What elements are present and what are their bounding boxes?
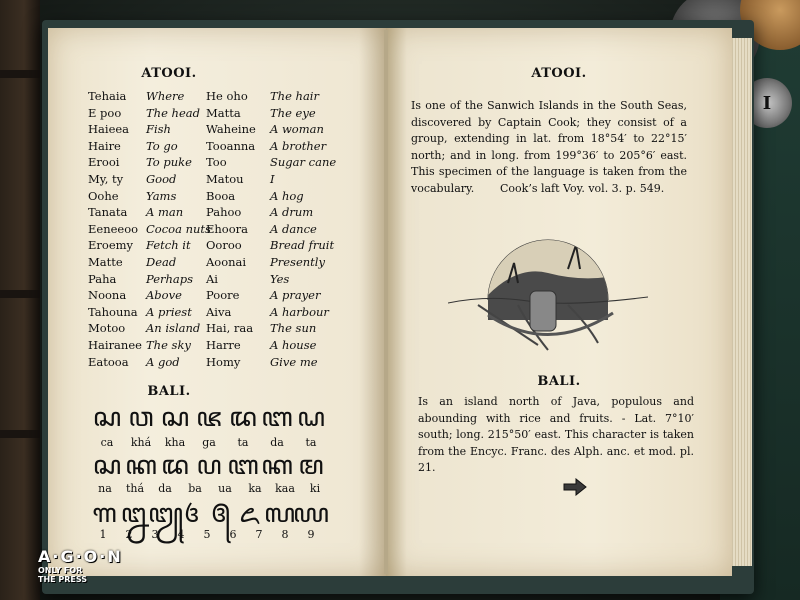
bali-numeral-glyph: ꧓: [148, 499, 184, 529]
bali-glyph: ꦝ: [297, 403, 325, 433]
vocab-meaning: Sugar cane: [270, 155, 337, 170]
vocab-meaning: A brother: [270, 138, 327, 153]
bali-syllable: ua: [218, 482, 232, 495]
bali-glyph: ꦧ: [261, 403, 293, 433]
arrow-right-icon[interactable]: [562, 478, 588, 496]
vocab-meaning: The hair: [270, 89, 319, 103]
vocab-meaning: The head: [146, 105, 200, 120]
bali-glyph: ꦏ: [125, 451, 157, 481]
vocab-word: Pahoo: [206, 205, 242, 220]
bali-syllable: ki: [309, 482, 321, 495]
bali-glyph: ꦗ: [196, 403, 222, 433]
vocab-word: Poore: [206, 288, 240, 303]
vocab-word: Tooanna: [206, 138, 256, 153]
bali-script-row-1: [90, 404, 328, 432]
bali-numeral-glyph: ꧑: [92, 499, 117, 529]
bali-glyph: ꦥ: [196, 451, 222, 481]
bali-digit: 2: [125, 528, 133, 541]
bali-numeral-glyph: ꧒: [120, 499, 147, 529]
bali-syllable: ba: [188, 482, 202, 495]
vocab-word: Ooroo: [206, 238, 242, 253]
bali-script-row-2: [90, 452, 328, 480]
vocab-meaning: Above: [146, 288, 182, 303]
bali-digit: 6: [229, 528, 237, 541]
page-edges: [730, 38, 752, 566]
vocab-word: Too: [206, 155, 227, 170]
vocab-word: Aoonai: [206, 254, 247, 269]
bali-syllables-row-1: [90, 436, 328, 449]
vocab-meaning: I: [270, 171, 275, 186]
vocab-meaning: Presently: [270, 254, 325, 269]
bali-numeral-glyph: ꧔: [183, 499, 200, 529]
bali-glyph: ꦢ: [229, 403, 257, 433]
bali-syllables-row-2: [90, 482, 330, 495]
vocab-meaning: A god: [146, 354, 180, 369]
agon-press-logo: [38, 547, 123, 597]
vocab-word: Matte: [88, 254, 123, 269]
right-bali-title: BALI.: [537, 374, 581, 389]
bali-digit: 9: [307, 528, 315, 541]
vocab-meaning: The sun: [270, 321, 317, 336]
vocab-meaning: Where: [146, 89, 185, 103]
bali-glyph: ꦱ: [92, 451, 122, 481]
logo-tagline-1: ONLY FOR: [38, 566, 83, 575]
vocab-meaning: A dance: [270, 221, 317, 236]
vocab-meaning: Fish: [146, 122, 171, 137]
bali-numeral-glyph: ꧙: [293, 499, 329, 529]
vocab-meaning: Bread fruit: [270, 238, 335, 253]
bali-glyph: ꦱ: [92, 403, 122, 433]
vocab-word: Tahouna: [88, 304, 138, 319]
vocab-word: Erooi: [88, 155, 120, 170]
vocab-word: Hairanee: [88, 337, 142, 352]
vocab-word: He oho: [206, 89, 248, 103]
bali-syllable: ca: [100, 436, 114, 449]
bali-numeral-glyphs: [90, 499, 329, 529]
vocab-meaning: Good: [146, 171, 177, 186]
vocab-word: Motoo: [88, 321, 126, 336]
bali-syllable: da: [158, 482, 172, 495]
bali-syllable: ka: [248, 482, 262, 495]
bookshelf: [0, 0, 40, 600]
bali-syllable: ta: [305, 436, 317, 449]
vocab-word: Haire: [88, 138, 121, 153]
bali-digit: 8: [281, 528, 289, 541]
vocab-meaning: Cocoa nuts: [146, 221, 211, 236]
bali-digit: 4: [177, 528, 185, 541]
vocab-word: Matta: [206, 105, 241, 120]
bali-syllable: da: [270, 436, 284, 449]
vocab-word: Harre: [206, 337, 241, 352]
vocab-meaning: An island: [146, 321, 201, 336]
bali-digit: 3: [151, 528, 159, 541]
left-bali-title: BALI.: [147, 384, 191, 399]
vocab-meaning: Give me: [270, 354, 318, 369]
vocab-meaning: Dead: [146, 254, 177, 269]
atooi-description: Is one of the Sanwich Islands in the South Seas, discovered by Captain Cook; they consist of a group, extending in lat. from 18°54′ to 22°15′ north; and in long. from 199°36′ to 205°6′ east. This specimen of the language is taken from the vocabulary.: [411, 99, 687, 195]
vocab-word: Booa: [206, 188, 236, 203]
book-gutter: [384, 30, 388, 574]
vocab-meaning: A harbour: [270, 304, 329, 319]
vocab-meaning: A prayer: [270, 288, 321, 303]
vocab-meaning: A woman: [270, 122, 324, 137]
vocab-word: Tehaia: [88, 89, 127, 103]
vocab-word: Hai, raa: [206, 321, 254, 336]
vocab-word: Eroemy: [88, 238, 134, 253]
bali-numeral-glyph: ꧗: [264, 499, 296, 529]
vocab-word: Ai: [206, 271, 218, 286]
bali-numeral-glyph: ꧖: [239, 499, 260, 529]
bali-syllable: kaa: [275, 482, 295, 495]
bali-syllable: khá: [130, 436, 152, 449]
bali-digit: 7: [255, 528, 263, 541]
bali-glyph: ꦱ: [160, 403, 190, 433]
bali-description: Is an island north of Java, populous and abounding with rice and fruits. - Lat. 7°10′ south; long. 215°50′ east. This character is taken from the Encyc. Franc. des Alph. anc. et mod. pl. 21.: [418, 395, 694, 474]
vocab-word: Aiva: [206, 304, 232, 319]
vocabulary-table: [88, 88, 378, 370]
vocab-word: Eeneeoo: [88, 221, 139, 236]
vocab-meaning: A house: [270, 337, 317, 352]
bali-glyph: ꦧ: [227, 451, 259, 481]
island-engraving: [448, 225, 648, 355]
logo-brand: A·G·O·N: [38, 547, 123, 566]
atooi-citation: Cook’s laft Voy. vol. 3. p. 549.: [500, 182, 665, 195]
bali-syllable: ta: [237, 436, 249, 449]
bali-digit: 1: [99, 528, 107, 541]
bali-glyph: ꦢ: [161, 451, 189, 481]
bali-digit: 5: [203, 528, 211, 541]
vocab-meaning: A drum: [270, 205, 314, 220]
vocab-word: Oohe: [88, 188, 119, 203]
left-page-title: ATOOI.: [141, 66, 197, 81]
vocab-meaning: A hog: [270, 188, 304, 203]
vocab-word: Ehoora: [206, 221, 249, 236]
bali-glyph: ꦩ: [298, 451, 324, 481]
bali-glyph: ꦮ: [128, 403, 154, 433]
vocab-word: E poo: [88, 105, 122, 120]
vocab-meaning: Yes: [270, 271, 290, 286]
vocab-word: Haieea: [88, 122, 130, 137]
bali-syllable: thá: [125, 482, 145, 495]
vocab-meaning: A priest: [146, 304, 192, 319]
vocab-meaning: To go: [146, 138, 178, 153]
vocab-meaning: Yams: [146, 188, 177, 203]
vocab-meaning: To puke: [146, 155, 192, 170]
inventory-knob[interactable]: I: [742, 78, 792, 128]
vocab-word: Eatooa: [88, 354, 129, 369]
logo-tagline-2: THE PRESS: [38, 575, 88, 584]
vocab-word: Homy: [206, 354, 241, 369]
right-page-title: ATOOI.: [531, 66, 587, 81]
vocab-word: Noona: [88, 288, 127, 303]
vocab-meaning: The sky: [146, 337, 191, 352]
bali-glyph: ꦏ: [261, 451, 293, 481]
bali-numeral-digits: [90, 528, 324, 541]
vocab-meaning: A man: [146, 205, 184, 220]
vocab-meaning: The eye: [270, 105, 316, 120]
vocab-word: Paha: [88, 271, 117, 286]
vocab-word: Waheine: [206, 122, 256, 137]
bali-syllable: na: [98, 482, 112, 495]
vocab-word: My, ty: [88, 171, 124, 186]
vocab-meaning: Perhaps: [146, 271, 194, 286]
bali-syllable: kha: [164, 436, 186, 449]
bali-numeral-glyph: ꧕: [210, 499, 231, 529]
vocab-word: Matou: [206, 171, 244, 186]
vocab-word: Tanata: [88, 205, 128, 220]
bali-syllable: ga: [202, 436, 216, 449]
vocab-meaning: Fetch it: [146, 238, 191, 253]
